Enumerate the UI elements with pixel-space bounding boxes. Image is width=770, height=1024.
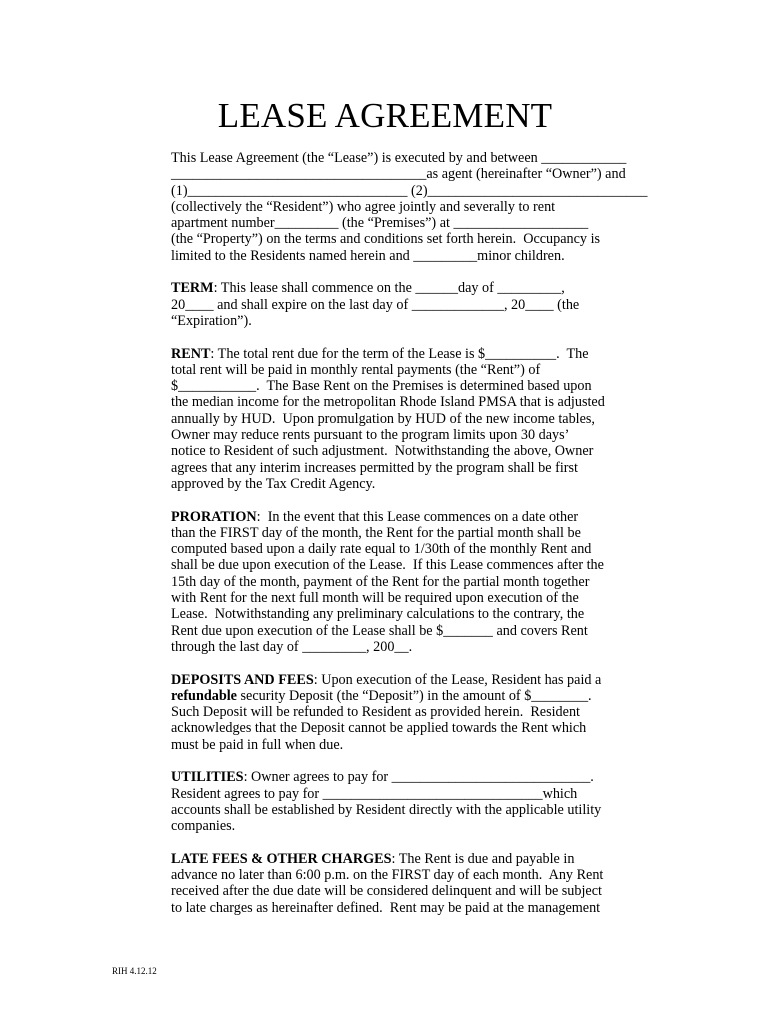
paragraph-line: total rent will be paid in monthly rental payments (the “Rent”) of [171,361,541,378]
paragraph-line: (the “Property”) on the terms and conditions set forth herein. Occupancy is [171,231,601,248]
paragraph-line: with Rent for the next full month will be required upon execution of the [171,590,579,607]
paragraph-line: UTILITIES: Owner agrees to pay for ____________________________. [171,769,594,786]
paragraph-line: must be paid in full when due. [171,736,344,753]
utilities-paragraph [171,769,601,834]
paragraph-line: computed based upon a daily rate equal to 1/30th of the monthly Rent and [171,541,592,558]
paragraph-line: 15th day of the month, payment of the Rent for the partial month together [171,573,590,590]
intro-paragraph [171,150,648,264]
deposits-paragraph [171,672,601,753]
paragraph-line: through the last day of _________, 200__. [171,638,413,655]
paragraph-line: limited to the Residents named herein and _________minor children. [171,247,565,264]
section-heading-late-fees: LATE FEES & OTHER CHARGES [171,850,392,867]
paragraph-line: acknowledges that the Deposit cannot be applied towards the Rent which [171,720,587,737]
paragraph-line: This Lease Agreement (the “Lease”) is executed by and between ____________ [171,150,627,166]
paragraph-line: than the FIRST day of the month, the Rent for the partial month shall be [171,524,581,541]
proration-paragraph [171,508,604,656]
paragraph-line: 20____ and shall expire on the last day of _____________, 20____ (the [171,296,580,313]
paragraph-line: accounts shall be established by Resident directly with the applicable utility [171,801,602,818]
paragraph-line: shall be due upon execution of the Lease. If this Lease commences after the [171,557,604,574]
term-paragraph [171,280,601,329]
paragraph-line: $___________. The Base Rent on the Premises is determined based upon [171,378,592,395]
paragraph-line: annually by HUD. Upon promulgation by HUD of the new income tables, [171,410,595,427]
paragraph-line: (1)_______________________________ (2)_______________________________ [171,182,648,199]
paragraph-line: refundable security Deposit (the “Deposit”) in the amount of $________. [171,687,592,704]
paragraph-line: (collectively the “Resident”) who agree jointly and severally to rent [171,198,556,215]
section-heading-rent: RENT [171,345,211,362]
paragraph-line: “Expiration”). [171,312,252,329]
paragraph-line: approved by the Tax Credit Agency. [171,475,376,492]
late-fees-paragraph [171,850,604,916]
paragraph-line: advance no later than 6:00 p.m. on the FIRST day of each month. Any Rent [171,867,604,884]
document-body [171,150,648,932]
document-footer-code: RIH 4.12.12 [112,966,157,976]
paragraph-line: agrees that any interim increases permitted by the program shall be first [171,459,578,476]
section-heading-proration: PRORATION [171,508,257,525]
paragraph-line: companies. [171,818,236,835]
document-title: LEASE AGREEMENT [217,96,553,135]
paragraph-line: apartment number_________ (the “Premises”) at ___________________ [171,215,589,232]
paragraph-line: Owner may reduce rents pursuant to the program limits upon 30 days’ [171,427,570,444]
refundable-emphasis: refundable [171,687,237,704]
section-heading-deposits: DEPOSITS AND FEES [171,671,314,688]
paragraph-line: ____________________________________as agent (hereinafter “Owner”) and [171,166,626,183]
paragraph-line: Rent due upon execution of the Lease shall be $_______ and covers Rent [171,622,588,639]
section-heading-utilities: UTILITIES [171,769,244,786]
paragraph-line: Lease. Notwithstanding any preliminary calculations to the contrary, the [171,606,585,623]
paragraph-line: the median income for the metropolitan Rhode Island PMSA that is adjusted [171,394,605,411]
paragraph-line: TERM: This lease shall commence on the ______day of _________, [171,280,565,297]
paragraph-line: DEPOSITS AND FEES: Upon execution of the Lease, Resident has paid a [171,671,602,688]
paragraph-line: Such Deposit will be refunded to Resident as provided herein. Resident [171,704,580,721]
paragraph-line: RENT: The total rent due for the term of the Lease is $__________. The [171,345,589,362]
paragraph-line: received after the due date will be considered delinquent and will be subject [171,883,602,900]
paragraph-line: LATE FEES & OTHER CHARGES: The Rent is due and payable in [171,850,575,867]
paragraph-line: to late charges as hereinafter defined. Rent may be paid at the management [171,899,601,916]
paragraph-line: notice to Resident of such adjustment. Notwithstanding the above, Owner [171,443,594,460]
section-heading-term: TERM [171,280,214,297]
paragraph-line: PRORATION: In the event that this Lease commences on a date other [171,508,579,525]
paragraph-line: Resident agrees to pay for _______________________________which [171,785,578,802]
rent-paragraph [171,345,605,493]
